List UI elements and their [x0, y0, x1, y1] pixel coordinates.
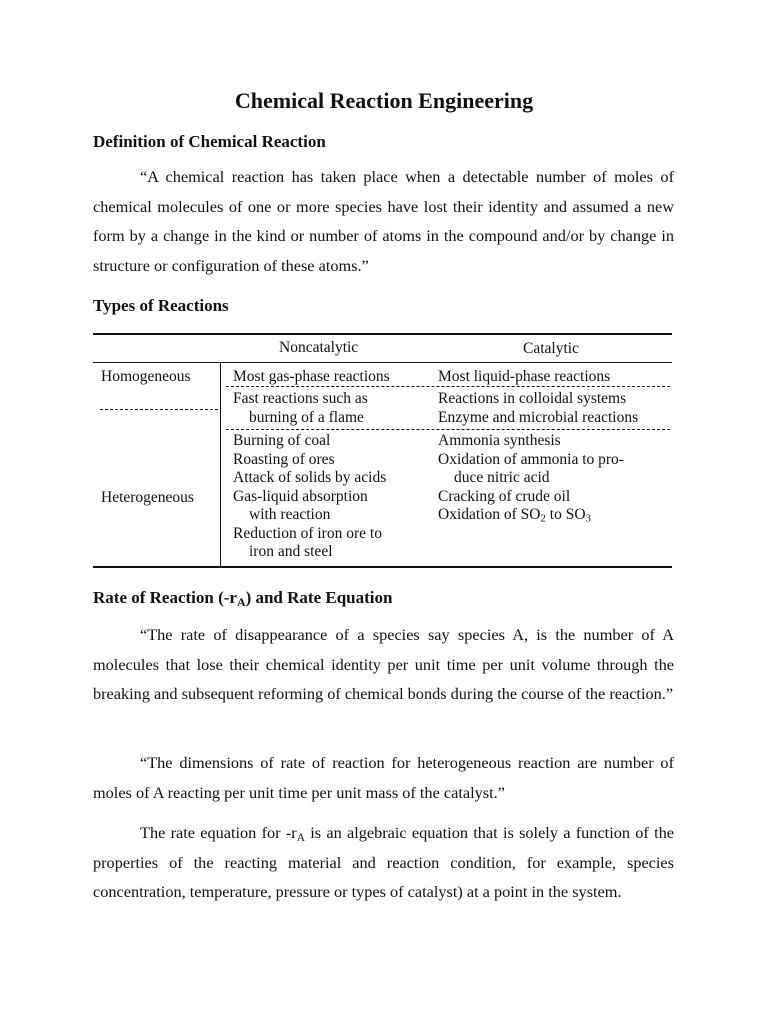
- table-column-divider: [220, 363, 221, 566]
- cell-text: Enzyme and microbial reactions: [438, 408, 639, 426]
- header-noncatalytic: Noncatalytic: [279, 339, 359, 356]
- formula-text: to SO: [545, 506, 586, 523]
- definition-paragraph: “A chemical reaction has taken place when a detectable number of moles of chemical molecules of one or more species have lost their identity and assumed a new form by a change in the kind or number of atoms in the compound and/or by change in structure or configuration of these atoms.”: [93, 167, 674, 275]
- formula-text: Oxidation of SO: [438, 506, 541, 523]
- cell-mid-catalytic: [438, 390, 638, 427]
- cell-text: Attack of solids by acids: [233, 469, 387, 486]
- heading-text: ) and Rate Equation: [245, 588, 393, 607]
- dashed-divider: [100, 409, 218, 410]
- cell-text: Reduction of iron ore to: [233, 524, 382, 542]
- cell-text: Oxidation of ammonia to pro-: [438, 450, 624, 468]
- cell-text: Burning of coal: [233, 432, 331, 449]
- cell-text: Reactions in colloidal systems: [438, 390, 627, 407]
- page-title: Chemical Reaction Engineering: [234, 88, 534, 113]
- subscript: 2: [540, 512, 546, 525]
- types-heading: Types of Reactions: [93, 296, 229, 315]
- definition-heading: Definition of Chemical Reaction: [93, 132, 326, 151]
- header-catalytic: Catalytic: [523, 340, 579, 357]
- rate-paragraph-2: “The dimensions of rate of reaction for heterogeneous reaction are number of moles of A reacting per unit time per unit mass of the catalyst.”: [93, 753, 674, 802]
- cell-text: [438, 506, 624, 525]
- cell-homog-noncatalytic: Most gas-phase reactions: [233, 368, 390, 385]
- cell-text: iron and steel: [249, 543, 333, 560]
- table-top-rule: [93, 333, 672, 335]
- paragraph-text: is an algebraic equation that is solely a function of the properties of the reacting material and reaction condition, for example, species concentration, temperature, pressure or types of catalyst) at a point in the system.: [93, 823, 674, 901]
- subscript: A: [236, 594, 246, 609]
- heading-text: Rate of Reaction (-r: [93, 588, 237, 607]
- cell-text: Fast reactions such as: [233, 390, 368, 407]
- dashed-divider: [226, 429, 670, 430]
- cell-het-noncatalytic: [233, 432, 386, 562]
- cell-het-catalytic: [438, 432, 624, 525]
- dashed-divider: [226, 386, 670, 387]
- cell-text: Roasting of ores: [233, 450, 335, 468]
- cell-homog-catalytic: Most liquid-phase reactions: [438, 368, 611, 385]
- rate-paragraph-1: “The rate of disappearance of a species say species A, is the number of A molecules that lose their chemical identity per unit time per unit volume through the breaking and subsequent reforming of chemical bonds during the course of the reaction.”: [93, 625, 674, 703]
- cell-text: with reaction: [249, 506, 331, 523]
- rate-paragraph-3: [93, 818, 674, 907]
- row-label-homogeneous: Homogeneous: [101, 368, 191, 385]
- table-bottom-rule: [93, 566, 672, 568]
- rate-heading: [93, 588, 392, 608]
- paragraph-text: The rate equation for -r: [140, 823, 297, 842]
- cell-text: duce nitric acid: [454, 469, 550, 486]
- table-header-rule: [93, 362, 672, 363]
- cell-text: burning of a flame: [249, 408, 364, 426]
- reaction-types-table: [93, 333, 672, 569]
- cell-text: Ammonia synthesis: [438, 432, 561, 449]
- subscript: 3: [585, 512, 591, 525]
- cell-text: Cracking of crude oil: [438, 487, 571, 505]
- cell-mid-noncatalytic: [233, 390, 368, 427]
- subscript: A: [296, 831, 305, 844]
- row-label-heterogeneous: Heterogeneous: [101, 489, 194, 506]
- cell-text: Gas-liquid absorption: [233, 487, 368, 505]
